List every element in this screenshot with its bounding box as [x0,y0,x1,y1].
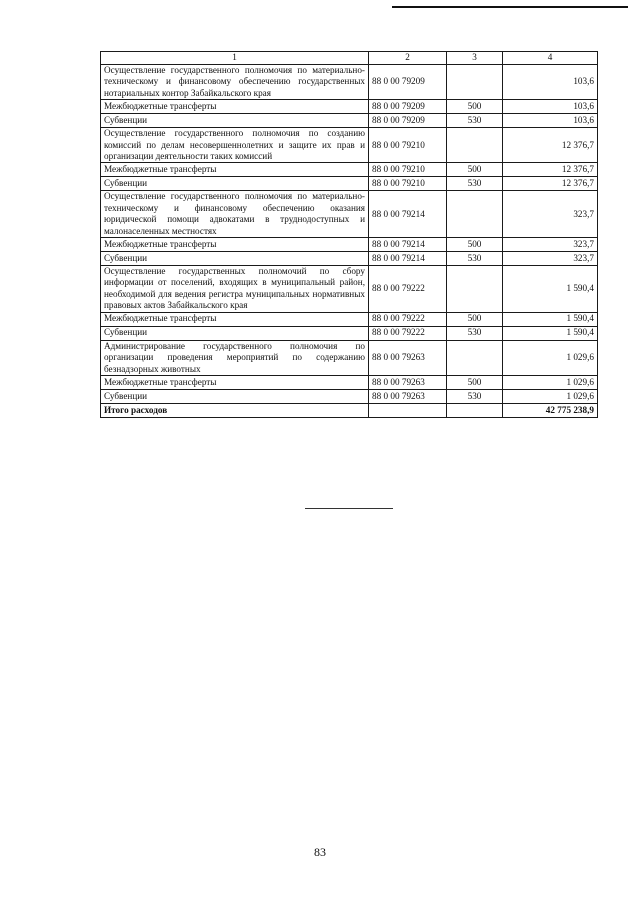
row-name-cell: Осуществление государственного полномочия по материально-техническому и финансовому обеспечению оказания юридической помощи адвокатами в труднодоступных и малонаселенных местностях [101,191,369,238]
row-code-cell: 88 0 00 79210 [369,163,447,177]
row-name-cell: Субвенции [101,252,369,266]
row-name-cell: Субвенции [101,177,369,191]
row-subcode-cell [447,65,503,100]
table-row [101,340,598,375]
row-code-cell: 88 0 00 79222 [369,266,447,313]
table-row [101,252,598,266]
row-name-cell: Осуществление государственных полномочий по сбору информации от поселений, входящих в муниципальный район, необходимой для ведения регистра муниципальных нормативных правовых актов Забайкальского края [101,266,369,313]
row-subcode-cell: 530 [447,114,503,128]
row-code-cell: 88 0 00 79263 [369,340,447,375]
total-row [101,403,598,417]
row-subcode-cell [447,340,503,375]
row-sum-cell: 103,6 [503,65,598,100]
table-row [101,163,598,177]
row-subcode-cell [447,128,503,163]
row-name-cell: Субвенции [101,114,369,128]
row-code-cell: 88 0 00 79209 [369,65,447,100]
table-row [101,100,598,114]
table-row [101,128,598,163]
table-row [101,375,598,389]
row-name-cell: Межбюджетные трансферты [101,163,369,177]
row-sum-cell: 12 376,7 [503,163,598,177]
row-name-cell: Межбюджетные трансферты [101,100,369,114]
row-subcode-cell: 530 [447,326,503,340]
table-row [101,326,598,340]
row-name-cell: Межбюджетные трансферты [101,312,369,326]
table-row [101,238,598,252]
budget-table-container [100,51,597,418]
row-code-cell: 88 0 00 79209 [369,100,447,114]
row-code-cell: 88 0 00 79214 [369,238,447,252]
row-name-cell: Субвенции [101,389,369,403]
row-sum-cell: 1 590,4 [503,326,598,340]
row-subcode-cell: 530 [447,389,503,403]
table-row [101,191,598,238]
row-subcode-cell: 530 [447,177,503,191]
empty-cell [369,403,447,417]
row-name-cell: Осуществление государственного полномочия по материально-техническому и финансовому обеспечению государственных нотариальных контор Забайкальского края [101,65,369,100]
row-name-cell: Осуществление государственного полномочия по созданию комиссий по делам несовершеннолетних и защите их прав и организации деятельности таких комиссий [101,128,369,163]
row-sum-cell: 1 029,6 [503,375,598,389]
row-subcode-cell [447,191,503,238]
table-row [101,65,598,100]
row-code-cell: 88 0 00 79214 [369,252,447,266]
row-sum-cell: 1 590,4 [503,312,598,326]
row-name-cell: Межбюджетные трансферты [101,375,369,389]
row-subcode-cell: 500 [447,163,503,177]
budget-table [100,51,598,418]
row-code-cell: 88 0 00 79209 [369,114,447,128]
row-sum-cell: 1 029,6 [503,340,598,375]
header-cell: 3 [447,52,503,65]
row-code-cell: 88 0 00 79263 [369,389,447,403]
row-sum-cell: 323,7 [503,238,598,252]
end-rule [305,508,393,509]
page-number: 83 [314,845,326,859]
row-code-cell: 88 0 00 79222 [369,312,447,326]
row-subcode-cell [447,266,503,313]
row-sum-cell: 1 029,6 [503,389,598,403]
table-row [101,177,598,191]
row-sum-cell: 323,7 [503,252,598,266]
row-code-cell: 88 0 00 79263 [369,375,447,389]
table-row [101,266,598,313]
total-sum: 42 775 238,9 [503,403,598,417]
table-row [101,389,598,403]
row-subcode-cell: 530 [447,252,503,266]
row-sum-cell: 103,6 [503,114,598,128]
row-subcode-cell: 500 [447,375,503,389]
row-sum-cell: 12 376,7 [503,128,598,163]
table-row [101,312,598,326]
header-cell: 2 [369,52,447,65]
table-header-row [101,52,598,65]
row-sum-cell: 1 590,4 [503,266,598,313]
row-subcode-cell: 500 [447,238,503,252]
row-sum-cell: 103,6 [503,100,598,114]
table-row [101,114,598,128]
row-code-cell: 88 0 00 79210 [369,177,447,191]
row-code-cell: 88 0 00 79210 [369,128,447,163]
row-sum-cell: 323,7 [503,191,598,238]
row-subcode-cell: 500 [447,312,503,326]
row-name-cell: Субвенции [101,326,369,340]
empty-cell [447,403,503,417]
header-cell: 1 [101,52,369,65]
row-name-cell: Межбюджетные трансферты [101,238,369,252]
total-label: Итого расходов [101,403,369,417]
top-rule [392,6,628,8]
row-sum-cell: 12 376,7 [503,177,598,191]
row-name-cell: Администрирование государственного полномочия по организации проведения мероприятий по содержанию безнадзорных животных [101,340,369,375]
row-subcode-cell: 500 [447,100,503,114]
row-code-cell: 88 0 00 79214 [369,191,447,238]
row-code-cell: 88 0 00 79222 [369,326,447,340]
header-cell: 4 [503,52,598,65]
